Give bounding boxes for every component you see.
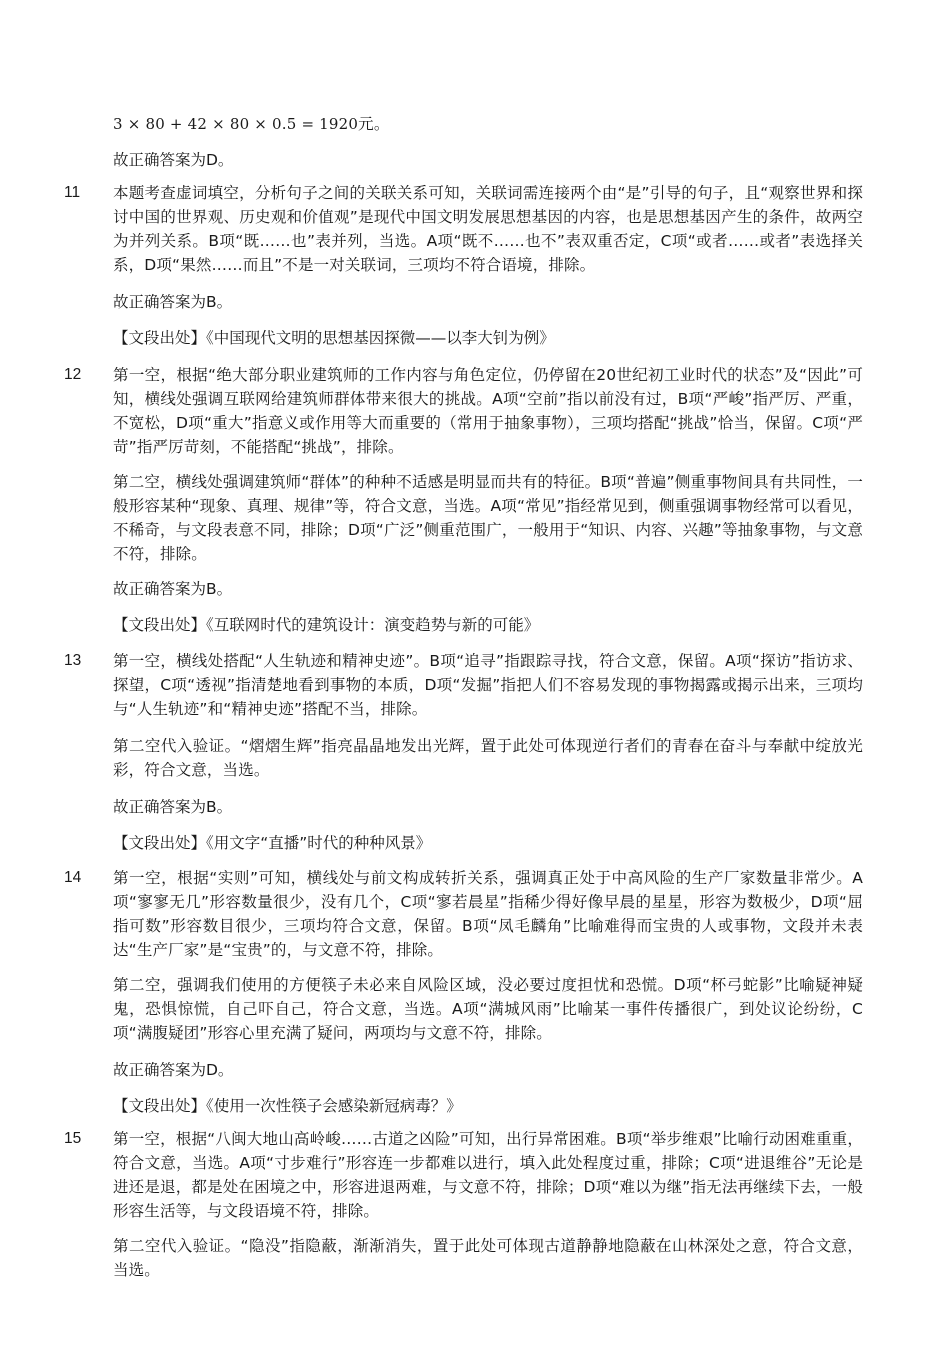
question-number: 11: [64, 184, 81, 201]
source-citation: 【文段出处】《使用一次性筷子会感染新冠病毒？》: [113, 1097, 462, 1115]
formula-expression: 3 × 80 + 42 × 80 × 0.5 = 1920: [113, 115, 359, 133]
explanation-paragraph: 本题考查虚词填空，分析句子之间的关联关系可知，关联词需连接两个由“是”引导的句子，且“观察世界和探讨中国的世界观、历史观和价值观”是现代中国文明发展思想基因的内容，也是思想基因产生的条件，故两空为并列关系。B项“既……也”表并列，当选。A项“既不……也不”表双重否定，C项“或者……或者”表选择关系，D项“果然……而且”不是一对关联词，三项均不符合语境，排除。: [113, 184, 863, 274]
formula-unit: 元。: [358, 115, 390, 133]
source-citation: 【文段出处】《互联网时代的建筑设计：演变趋势与新的可能》: [113, 616, 540, 634]
explanation-paragraph: 第二空代入验证。“熠熠生辉”指亮晶晶地发出光辉，置于此处可体现逆行者们的青春在奋斗与奉献中绽放光彩，符合文意，当选。: [113, 737, 863, 779]
explanation-paragraph: 第一空，根据“八闽大地山高岭峻……古道之凶险”可知，出行异常困难。B项“举步维艰”比喻行动困难重重，符合文意，当选。A项“寸步难行”形容连一步都难以进行，填入此处程度过重，排除；C项“进退维谷”无论是进还是退，都是处在困境之中，形容进退两难，与文意不符，排除；D项“难以为继”指无法再继续下去，一般形容生活等，与文段语境不符，排除。: [113, 1130, 863, 1220]
explanation-paragraph: 第二空，横线处强调建筑师“群体”的种种不适感是明显而共有的特征。B项“普遍”侧重事物间具有共同性，一般形容某种“现象、真理、规律”等，符合文意，当选。A项“常见”指经常见到，侧重强调事物经常可以看见，不稀奇，与文段表意不同，排除；D项“广泛”侧重范围广，一般用于“知识、内容、兴趣”等抽象事物，与文意不符，排除。: [113, 473, 863, 563]
question-number: 12: [64, 366, 82, 383]
source-citation: 【文段出处】《中国现代文明的思想基因探微——以李大钊为例》: [113, 329, 555, 347]
explanation-paragraph: 第二空，强调我们使用的方便筷子未必来自风险区域，没必要过度担忧和恐慌。D项“杯弓蛇影”比喻疑神疑鬼，恐惧惊慌，自己吓自己，符合文意，当选。A项“满城风雨”比喻某一事件传播很广，到处议论纷纷，C项“满腹疑团”形容心里充满了疑问，两项均与文意不符，排除。: [113, 976, 863, 1042]
answer-line: 故正确答案为D。: [113, 151, 234, 169]
calculation-formula: [113, 112, 390, 134]
question-number: 13: [64, 652, 82, 669]
question-number: 15: [64, 1130, 82, 1147]
explanation-paragraph: 第二空代入验证。“隐没”指隐蔽，渐渐消失，置于此处可体现古道静静地隐蔽在山林深处之意，符合文意，当选。: [113, 1237, 863, 1279]
answer-line: 故正确答案为B。: [113, 580, 233, 598]
explanation-paragraph: 第一空，横线处搭配“人生轨迹和精神史迹”。B项“追寻”指跟踪寻找，符合文意，保留。A项“探访”指访求、探望，C项“透视”指清楚地看到事物的本质，D项“发掘”指把人们不容易发现的事物揭露或揭示出来，三项均与“人生轨迹”和“精神史迹”搭配不当，排除。: [113, 652, 863, 718]
explanation-paragraph: 第一空，根据“实则”可知，横线处与前文构成转折关系，强调真正处于中高风险的生产厂家数量非常少。A项“寥寥无几”形容数量很少，没有几个，C项“寥若晨星”指稀少得好像早晨的星星，形容为数极少，D项“屈指可数”形容数目很少，三项均符合文意，保留。B项“凤毛麟角”比喻难得而宝贵的人或事物，文段并未表达“生产厂家”是“宝贵”的，与文意不符，排除。: [113, 869, 863, 959]
question-number: 14: [64, 869, 82, 886]
answer-line: 故正确答案为B。: [113, 798, 233, 816]
answer-line: 故正确答案为D。: [113, 1061, 234, 1079]
explanation-paragraph: 第一空，根据“绝大部分职业建筑师的工作内容与角色定位，仍停留在20世纪初工业时代的状态”及“因此”可知，横线处强调互联网给建筑师群体带来很大的挑战。A项“空前”指以前没有过，B项“严峻”指严厉、严重，不宽松，D项“重大”指意义或作用等大而重要的（常用于抽象事物），三项均搭配“挑战”恰当，保留。C项“严苛”指严厉苛刻，不能搭配“挑战”，排除。: [113, 366, 863, 456]
answer-line: 故正确答案为B。: [113, 293, 233, 311]
source-citation: 【文段出处】《用文字“直播”时代的种种风景》: [113, 834, 432, 852]
